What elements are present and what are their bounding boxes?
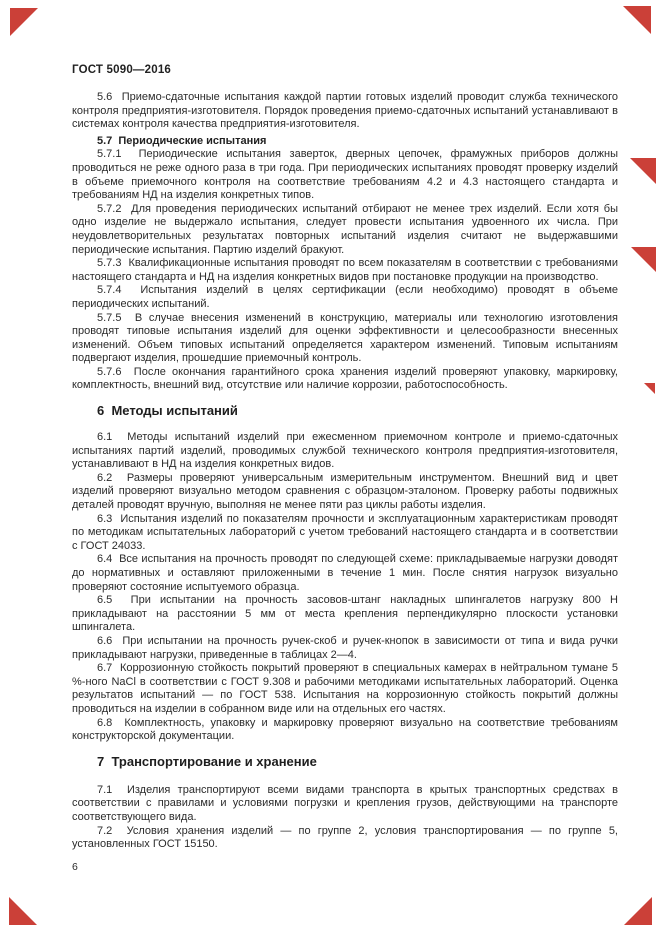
edge-marker-right-small-icon: [644, 383, 655, 394]
paragraph-5-7-6: 5.7.6 После окончания гарантийного срока хранения изделий проверяют упаковку, маркировку, комплектность, внешний вид, отсутствие или наличие коррозии, работоспособность.: [72, 365, 618, 392]
paragraph-6-4: 6.4 Все испытания на прочность проводят по следующей схеме: прикладываемые нагрузки доводят до нормативных и оставляют приложенными в течение 1 мин. После снятия нагрузок визуально проверяют состояние испытуемого образца.: [72, 553, 618, 593]
paragraph-6-5: 6.5 При испытании на прочность засовов-штанг накладных шпингалетов нагрузку 800 Н прикладывают на расстоянии 5 мм от места крепления перпендикулярно плоскости установки шпингалета.: [72, 594, 618, 634]
corner-marker-top-right-icon: [623, 6, 651, 34]
paragraph-6-8: 6.8 Комплектность, упаковку и маркировку проверяют визуально на соответствие требованиям конструкторской документации.: [72, 716, 618, 743]
paragraph-6-6: 6.6 При испытании на прочность ручек-скоб и ручек-кнопок в зависимости от типа и вида ручки прикладывают нагрузки, приведенные в таблицах 2—4.: [72, 634, 618, 661]
paragraph-5-7-5: 5.7.5 В случае внесения изменений в конструкцию, материалы или технологию изготовления проводят типовые испытания изделий для оценки эффективности и целесообразности внесенных изменений. Объем типовых испытаний определяется характером изменений. Типовым испытаниям подвергают изделия, прошедшие приемочный контроль.: [72, 311, 618, 365]
page-number: 6: [72, 860, 78, 873]
paragraph-5-7-4: 5.7.4 Испытания изделий в целях сертификации (если необходимо) проводят в объеме периодических испытаний.: [72, 284, 618, 310]
paragraph-6-7: 6.7 Коррозионную стойкость покрытий проверяют в специальных камерах в нейтральном тумане 5 %-ного NaCl в соответствии с ГОСТ 9.308 и рабочими методиками испытательных лабораторий. Оценка результатов испытаний — по ГОСТ 538. Испытания на коррозионную стойкость покрытий должны проводиться на изделии в собранном виде или на отдельных его частях.: [72, 662, 618, 715]
paragraph-6-2: 6.2 Размеры проверяют универсальным измерительным инструментом. Внешний вид и цвет изделий проверяют визуально методом сравнения с образцом-эталоном. Проверку работы подвижных деталей проводят вручную, выполняя не менее пяти раз циклы работы изделия.: [72, 471, 618, 512]
paragraph-7-1: 7.1 Изделия транспортируют всеми видами транспорта в крытых транспортных средствах в соответствии с правилами и условиями погрузки и крепления грузов, действующими на транспорте соответствующего вида.: [72, 783, 618, 823]
paragraph-7-2: 7.2 Условия хранения изделий — по группе 2, условия транспортирования — по группе 5, установленных ГОСТ 15150.: [72, 824, 618, 851]
paragraph-6-3: 6.3 Испытания изделий по показателям прочности и эксплуатационным характеристикам проводят по методикам испытательных лабораторий с учетом требований настоящего стандарта и в соответствии с ГОСТ 24033.: [72, 512, 618, 552]
corner-marker-bottom-left-icon: [9, 897, 37, 925]
paragraph-5-6: 5.6 Приемо-сдаточные испытания каждой партии готовых изделий проводит служба технического контроля предприятия-изготовителя. Порядок проведения приемо-сдаточных испытаний устанавливают в системах контроля качества предприятия-изготовителя.: [72, 91, 618, 131]
corner-marker-top-left-icon: [10, 8, 38, 36]
paragraph-5-7-1: 5.7.1 Периодические испытания заверток, дверных цепочек, фрамужных приборов должны проводиться не реже одного раза в три года. При периодических испытаниях проводят проверку изделий в объеме приемочного контроля на соответствие требованиям 4.2 и 4.3 настоящего стандарта и требованиям НД на изделия конкретных типов.: [72, 148, 618, 202]
paragraph-6-1: 6.1 Методы испытаний изделий при ежесменном приемочном контроле и приемо-сдаточных испытаниях партий изделий, проводимых службой технического контроля предприятия-изготовителя, устанавливают в НД на изделия конкретных видов.: [72, 431, 618, 471]
edge-marker-right-middle-icon: [631, 247, 656, 272]
subheading-5-7: 5.7 Периодические испытания: [97, 134, 267, 147]
section-heading-6: 6 Методы испытаний: [97, 403, 238, 419]
corner-marker-bottom-right-icon: [624, 897, 652, 925]
paragraph-5-7-3: 5.7.3 Квалификационные испытания проводят по всем показателям в соответствии с требованиями настоящего стандарта и НД на изделия конкретных видов при постановке продукции на производство.: [72, 257, 618, 283]
paragraph-5-7-2: 5.7.2 Для проведения периодических испытаний отбирают не менее трех изделий. Если хотя бы одно изделие не выдержало испытания, следует провести испытания удвоенного их числа. При неудовлетворительных результатах повторных испытаний изделия считают не выдержавшими периодические испытания. Партию изделий бракуют.: [72, 202, 618, 256]
section-heading-7: 7 Транспортирование и хранение: [97, 753, 317, 769]
edge-marker-right-upper-icon: [630, 158, 656, 184]
document-header: ГОСТ 5090—2016: [72, 64, 172, 76]
